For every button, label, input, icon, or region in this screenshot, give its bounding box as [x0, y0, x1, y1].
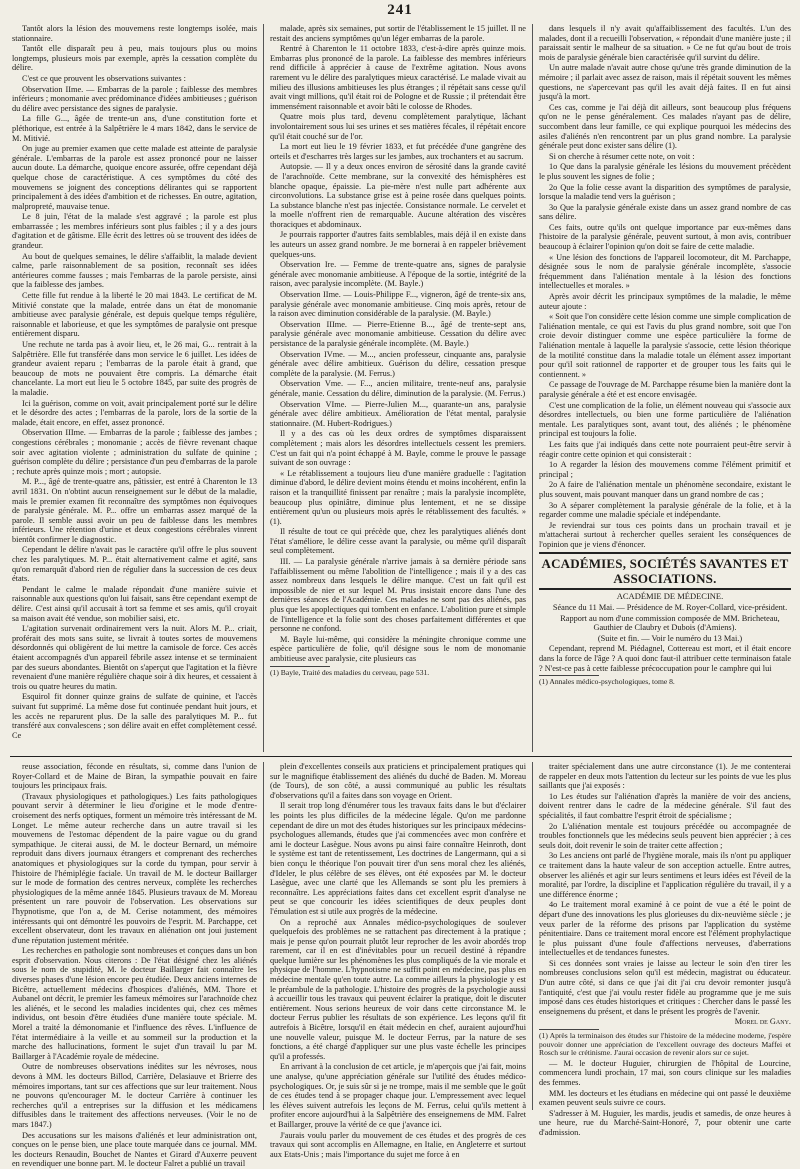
- paragraph: J'aurais voulu parler du mouvement de ces études et des progrès de ces travaux qui sont accomplis en Allemagne, en Italie, en Angleterre et surtout aux Etats-Unis ; mais l'importance du sujet me force à en: [270, 1130, 526, 1159]
- paragraph: Il y a des cas où les deux ordres de symptômes disparaissent complètement ; mais alors les désordres intellectuels cessent les premiers. C'est un fait qui n'a point échappé à M. Bayle, comme le prouve le passage suivant de son ouvrage :: [270, 429, 526, 468]
- paragraph: Un autre malade n'avait autre chose qu'une très grande diminution de la mémoire ; il parlait avec assez de raison, mais il répétait souvent les mêmes questions, ne s'apercevant pas qu'il les avait déjà faites. Il en fut ainsi jusqu'à la mort.: [539, 63, 791, 102]
- footnote-rule: [539, 1029, 599, 1030]
- paragraph: « Une lésion des fonctions de l'appareil locomoteur, dit M. Parchappe, désignée sous le nom de paralysie générale incomplète, s'associe fréquemment dans l'aliénation mentale à la lésion des fonctions intellectuelles et morales. »: [539, 252, 791, 291]
- paragraph: Tantôt elle disparaît peu à peu, mais toujours plus ou moins longtemps, plusieurs mois par exemple, après la cessation complète du délire.: [12, 44, 257, 73]
- column-2: [270, 24, 526, 752]
- paragraph: Ce passage de l'ouvrage de M. Parchappe résume bien la manière dont la paralysie générale a été et est encore envisagée.: [539, 380, 791, 399]
- paragraph: (Travaux physiologiques et pathologiques.) Les faits pathologiques pouvant servir à déterminer le lieu d'origine et le mode d'entre-croisement des nerfs optiques, forment un mémoire très intéressant de M. Longet. Le même auteur recherche dans un autre travail si les mouvemens de l'estomac dépendent de la paire vague ou du grand sympathique. Je citerai aussi, de M. le docteur Bernard, un mémoire reproduit dans divers journaux étrangers et comprenant des recherches anatomiques et physiologiques sur la corde du tympan, pour servir à l'histoire de l'hémiplégie faciale. Un travail de M. le docteur Baillarger sur le mode de formation des centres nerveux, complète les recherches physiologiques de la même année 1845. Plusieurs travaux de M. Moreau présentent un rare pouvoir de l'observation. Les observations sur l'hypnotisme, que l'on a, de M. Cerise notamment, des mémoires intéressants qui ont démontré les pouvoirs de l'esprit. M. Parchappe, cet excellent observateur, dont les travaux en aliénation ont joui justement d'une réputation justement méritée.: [12, 791, 257, 945]
- column-divider: [532, 762, 533, 1110]
- paragraph: M. P..., âgé de trente-quatre ans, pâtissier, est entré à Charenton le 13 avril 1831. On n'obtint aucun renseignement sur le début de la maladie, mais le premier examen fit reconnaître des symptômes non équivoques de paralysie générale. M. P... offre un embarras assez marqué de la parole. Il semble aussi avoir un peu de faiblesse dans les membres inférieurs. Une rétention d'urine et deux congestions cérébrales vinrent bientôt confirmer le diagnostic.: [12, 477, 257, 544]
- page-number: 241: [387, 2, 413, 18]
- paragraph: Si ces données sont vraies je laisse au lecteur le soin d'en tirer les nombreuses conclusions selon qu'il est médecin, magistrat ou éducateur. D'un autre côté, si dans ce que j'ai dit j'ai cru devoir remonter jusqu'à l'antiquité, c'est que j'ai voulu rester fidèle au programme que je me suis imposé dans ces études historiques et critiques : Chercher dans le passé les enseignemens du présent, et dans le présent les progrès de l'avenir.: [539, 958, 791, 1016]
- paragraph: Observation IIIme. — Embarras de la parole ; faiblesse des jambes ; congestions cérébrales ; monomanie ; accès de fièvre revenant chaque soir avec agitation violente ; administration du sulfate de quinine ; guérison complète du délire ; persistance d'un peu d'embarras de la parole ; rechute après quinze mois ; mort ; autopsie.: [12, 428, 257, 476]
- paragraph: traiter spécialement dans une autre circonstance (1). Je me contenterai de rappeler en deux mots l'attention du lecteur sur les points de vue les plus saillants que j'ai exposés :: [539, 762, 791, 791]
- paragraph: Après avoir décrit les principaux symptômes de la maladie, le même auteur ajoute :: [539, 292, 791, 311]
- footnote-rule: [270, 666, 330, 667]
- paragraph: Observation IIIme. — Pierre-Etienne B..., âgé de trente-sept ans, paralysie générale avec monomanie ambitieuse. Cessation du délire avec persistance de la paralysie générale incomplète. (M. Bayle.): [270, 319, 526, 348]
- paragraph: 2o L'aliénation mentale est toujours précédée ou accompagnée de troubles fonctionnels que les médecins seuls peuvent bien apprécier ; à ces seuls doit, doit revenir le soin de traiter cette affection ;: [539, 821, 791, 850]
- page-divider: [10, 756, 792, 757]
- paragraph: III. — La paralysie générale n'arrive jamais à sa dernière période sans l'affaiblissement ou même l'abolition de l'intelligence ; mais il y a des cas assez nombreux dans lesquels le délire manque. C'est un fait qu'il est impossible de nier et sur lequel M. Prus insistait encore dans l'une des dernières séances de l'Académie. Ces malades ne sont pas des aliénés, pas plus que les apoplectiques qui tombent en enfance. L'abolition pure et simple de l'intelligence et la folie sont des choses parfaitement différentes et que personne ne confond.: [270, 557, 526, 634]
- paragraph: Ces cas, comme je l'ai déjà dit ailleurs, sont beaucoup plus fréquens qu'on ne le pense généralement. Ces malades n'ayant pas de délire, succombent dans leur famille, ce qui explique pourquoi les médecins des asiles d'aliénés n'en rencontrent par un plus grand nombre. La paralysie générale peut donc exister sans délire (1).: [539, 102, 791, 151]
- paragraph: M. Bayle lui-même, qui considère la méningite chronique comme une espèce particulière de folie, qu'il désigne sous le nom de monomanie ambitieuse avec paralysie, cite plusieurs cas: [270, 634, 526, 663]
- paragraph: Esquirol fit donner quinze grains de sulfate de quinine, et l'accès suivant fut supprimé. La même dose fut continuée pendant huit jours, et les accès ne reparurent plus. De la salle des paralytiques M. P... fut transféré aux convalescens ; son délire avait en effet complètement cessé. Ce: [12, 692, 257, 740]
- news-item: MM. les docteurs et les étudians en médecine qui ont passé le deuxième examen peuvent seuls suivre ce cours.: [539, 1088, 791, 1108]
- paragraph: Observation IIme. — Embarras de la parole ; faiblesse des membres inférieurs ; monomanie avec prédominance d'idées ambitieuses ; guérison du délire avec persistance des signes de paralysie.: [12, 84, 257, 113]
- paragraph: Autopsie. — Il y a deux onces environ de sérosité dans la grande cavité de l'arachnoïde. Cette membrane, sur la convexité des hémisphères est blanche opaque, épaissie. La pie-mère n'est nulle part adhérente aux circonvolutions. La substance grise est à peine rosée dans quelques points. La substance blanche n'est pas injectée. Consistance normale. Le cervelet et la moelle n'offrent rien de remarquable. Aucune altération des viscères thoraciques et abdominaux.: [270, 162, 526, 229]
- paragraph: Ici la guérison, comme on voit, avait principalement porté sur le délire et le désordre des actes ; l'embarras de la parole, lors de la sortie de la malade, était encore, en effet, assez prononcé.: [12, 398, 257, 427]
- footnote: (1) Bayle, Traité des maladies du cerveau, page 531.: [270, 667, 430, 677]
- paragraph: Il serait trop long d'énumérer tous les travaux faits dans le but d'éclairer les points les plus difficiles de la médecine légale. Qu'on me pardonne cependant de dire un mot des études historiques sur les principaux médecins-psychologues allemands, études que j'ai commencées avec mon confrère et ami le docteur Lasègue. Nous avons pu ainsi faire connaître Heinroth, dont le système est tant de retentissement, Les doctrines de Langermann, qui a si bien conçu le théorique l'on pouvait tirer d'un sens moral chez les aliénés, d'Ideler, le plus célèbre de ses élèves, ont été exposées par M. le docteur Lasègue, avec une clarté que les Allemands se sont plu les premiers à reconnaître. Les appréciations faites dans cet excellent esprit d'analyse ne peut se que concourir les idées scientifiques de deux peuples dont l'émulation est si utile aux progrès de la médecine.: [270, 801, 526, 916]
- paragraph: Observation IVme. — M..., ancien professeur, cinquante ans, paralysie générale avec délire ambitieux. Guérison du délire, cessation presque complète de la paralysie. (M. Ferrus.): [270, 349, 526, 378]
- paragraph: Observation VIme. — Pierre-Julien M..., quarante-un ans, paralysie générale avec délire ambitieux. Amélioration de l'état mental, paralysie stationnaire. (M. Hubert-Rodrigues.): [270, 399, 526, 428]
- paragraph: malade, après six semaines, put sortir de l'établissement le 15 juillet. Il ne restait des anciens symptômes qu'un léger embarras de la parole.: [270, 24, 526, 43]
- column-1: [12, 24, 257, 752]
- column-divider: [532, 24, 533, 752]
- paragraph: Cependant le délire n'avait pas le caractère qu'il offre le plus souvent chez les paralytiques. M. P... était alternativement calme et agité, sans qu'on remarquât d'abord rien de régulier dans la succession de ces deux états.: [12, 545, 257, 584]
- paragraph: Les faits que j'ai indiqués dans cette note pourraient peut-être servir à réagir contre cette opinion et qui consisterait :: [539, 439, 791, 459]
- paragraph: 3o A séparer complètement la paralysie générale de la folie, et à la regarder comme une maladie spéciale et indépendante.: [539, 500, 791, 520]
- author-signature: Morel de Gany.: [734, 1017, 791, 1027]
- paragraph: Pendant le calme le malade répondait d'une manière suivie et raisonnable aux questions qu'on lui faisait, sans être cependant exempt de délire. C'est ainsi qu'il accusait à tort sa femme et ses amis, qu'il croyait sa maison avait été vendue, son mobilier saisi, etc.: [12, 584, 257, 623]
- report-title: Rapport au nom d'une commission composée de MM. Bricheteau, Gauthier de Claubry et Dubois (d'Amiens).: [560, 613, 780, 633]
- section-heading: ACADÉMIES, SOCIÉTÉS SAVANTES ET ASSOCIATIONS.: [539, 552, 791, 590]
- paragraph: 2o A faire de l'aliénation mentale un phénomène secondaire, existant le plus souvent, mais pouvant manquer dans un grand nombre de cas ;: [539, 480, 791, 499]
- paragraph: Cependant, reprend M. Piédagnel, Cottereau est mort, et il était encore dans la force de l'âge ? A quoi donc faut-il attribuer cette terminaison fatale ? N'est-ce pas à cette faiblesse précoccupation pour le camphre qui lui: [539, 644, 791, 673]
- paragraph: Je reviendrai sur tous ces points dans un prochain travail et je m'attacherai surtout à rechercher quelles seraient les conséquences de l'opinion que je viens d'énoncer.: [539, 520, 791, 549]
- paragraph: reuse association, féconde en résultats, si, comme dans l'union de Royer-Collard et de Maine de Biran, la sympathie pouvait en faire toujours les principaux frais.: [12, 762, 257, 791]
- paragraph: « Le rétablissement a toujours lieu d'une manière graduelle : l'agitation diminue d'abord, le délire devient moins étendu et moins incohérent, enfin la raison et la tranquillité finissent par renaître ; mais la paralysie incomplète, beaucoup plus opiniâtre, diminue plus lentement, et ne se dissipe entièrement qu'un ou plusieurs mois après le rétablissement des facultés. » (1).: [270, 468, 526, 526]
- paragraph: 3o Les anciens ont parlé de l'hygiène morale, mais ils n'ont pu appliquer ce traitement dans la haute valeur de son acception actuelle. Entre autres, observer les aliénés et agir sur leurs sentimens et leurs idées est l'éveil de la moralité, par l'ordre, la discipline et l'application régulière du travail, il y a une différence énorme ;: [539, 851, 791, 899]
- paragraph: Il résulte de tout ce qui précède que, chez les paralytiques aliénés dont l'état s'améliore, le délire cesse avant la paralysie, ou même qu'il disparaît seul complètement.: [270, 527, 526, 556]
- column-divider: [263, 762, 264, 1110]
- paragraph: 1o Les études sur l'aliénation d'après la manière de voir des anciens, doivent rentrer dans le cadre de la médecine générale. S'il faut des spécialités, il faut combattre l'esprit étroit de spécialisme ;: [539, 791, 791, 820]
- bottom-column-1: [12, 762, 257, 1169]
- paragraph: Observation IIme. — Louis-Philippe F..., vigneron, âgé de trente-six ans, paralysie générale avec monomanie ambitieuse. Cinq mois après, retour de la raison avec diminution considérable de la paralysie. (M. Bayle.): [270, 290, 526, 319]
- paragraph: On a reproché aux Annales médico-psychologiques de soulever quelquefois des problèmes ne se rattachent pas directement à la pratique ; mais je pense qu'on pourrait plutôt leur reprocher de les avoir abordés trop rarement, car il en est d'inévitables pour un recueil destiné à répandre quelque lumière sur les phénomènes les plus compliqués de la vie morale et physique de l'homme. L'hypnotisme ne suffit point en médecine, pas plus en médecine mentale qu'en toute autre. La comme ailleurs la physiologie y est le préambule de la pathologie. L'histoire des progrès de la psychologie aussi à accueillir tous les travaux qui peuvent éclairer la pratique, doit le discuter entièrement. Nous serions heureux de voir dans cette circonstance M. le docteur Ferrus publier les résultats de son expérience. Les leçons qu'il fit autrefois à Bicêtre, lorsqu'il en était médecin en chef, auraient aujourd'hui une nouvelle valeur, puisque M. le docteur Ferrus, par la nature de ses fonctions, a été chargé d'appliquer sur une plus vaste échelle les principes qu'il a professés.: [270, 917, 526, 1061]
- news-item: S'adresser à M. Huguier, les mardis, jeudis et samedis, de onze heures à une heure, rue du Marché-Saint-Honoré, 7, pour obtenir une carte d'admission.: [539, 1108, 791, 1137]
- session-line: Séance du 11 Mai. — Présidence de M. Royer-Collard, vice-président.: [552, 603, 788, 613]
- footnote: (1) Après la terminaison des études sur l'histoire de la médecine moderne, j'espère pouvoir donner une appréciation de l'excellent ouvrage des docteurs Maffei et Rosch sur le crétinisme. J'aurai occasion de revenir alors sur ce sujet.: [539, 1031, 791, 1058]
- paragraph: La mort eut lieu le 19 février 1833, et fut précédée d'une gangrène des orteils et d'escharres très larges sur les jambes, aux trochanters et au sacrum.: [270, 142, 526, 161]
- paragraph: Des accusations sur les maisons d'aliénés et leur administration ont, conçues on le pense bien, une place toute marquée dans ce journal. MM. les docteurs Renaudin, Bouchet de Nantes et Girard d'Auxerre peuvent en revendiquer une bonne part. M. le docteur Falret a publié un travail: [12, 1130, 257, 1169]
- paragraph: Observation Ire. — Femme de trente-quatre ans, signes de paralysie générale avec monomanie ambitieuse. A l'époque de la sortie, intégrité de la raison, avec paralysie incomplète. (M. Bayle.): [270, 260, 526, 289]
- paragraph: Outre de nombreuses observations inédites sur les névroses, nous devons à MM. les docteurs Billod, Carrière, Delasiauve et Brierre des mémoires importans, tant sur ces affections que sur leur traitement. Nous ne pouvons qu'encourager M. le docteur Carrière à continuer les recherches qu'il a entreprises sur la diffusion et les médicamens diffusibles dans le traitement des affections nerveuses. (Voir le no de mars 1847.): [12, 1062, 257, 1129]
- paragraph: 3o Que la paralysie générale existe dans un assez grand nombre de cas sans délire.: [539, 202, 791, 222]
- paragraph: Ces faits, outre qu'ils ont quelque importance par eux-mêmes dans l'histoire de la paralysie générale, peuvent surtout, à mon avis, contribuer beaucoup à éclairer l'opinion qu'on doit se faire de cette maladie.: [539, 222, 791, 252]
- paragraph: 1o Que dans la paralysie générale les lésions du mouvement précèdent le plus souvent les signes de folie ;: [539, 162, 791, 181]
- section-subheading: ACADÉMIE DE MÉDECINE.: [616, 591, 724, 602]
- column-divider: [263, 24, 264, 752]
- paragraph: Une rechute ne tarda pas à avoir lieu, et, le 26 mai, G... rentrait à la Salpêtrière. Elle fut transférée dans mon service le 6 juillet. Les idées de grandeur avaient reparu ; l'embarras de la parole était à grand, que beaucoup de mots ne pouvaient être compris. La démarche était chancelante. La mort eut lieu le 5 octobre 1845, par suite des progrès de la maladie.: [12, 340, 257, 397]
- bottom-column-3: [539, 762, 791, 1137]
- paragraph: On juge au premier examen que cette malade est atteinte de paralysie générale. L'embarras de la parole est assez prononcé pour ne laisser aucun doute. La démarche, quoique encore assurée, offre cependant déjà quelque chose de caractéristique. A ces symptômes du côté des mouvemens se joignent des conceptions délirantes qui se rapportent principalement à des idées d'ambition et de richesses. En outre, agitation, malpropreté, mauvaise tenue.: [12, 144, 257, 211]
- paragraph: Si on cherche à résumer cette note, on voit :: [549, 151, 695, 161]
- news-item: — M. le docteur Huguier, chirurgien de l'hôpital de Lourcine, commencera lundi prochain, 17 mai, son cours clinique sur les maladies des femmes.: [539, 1058, 791, 1087]
- paragraph: La fille G..., âgée de trente-un ans, d'une constitution forte et pléthorique, est entrée à la Salpêtrière le 4 mars 1842, dans le service de M. Mitivié.: [12, 114, 257, 143]
- column-3: [539, 24, 791, 752]
- paragraph: C'est une complication de la folie, un élément nouveau qui s'associe aux désordres intellectuels, ou bien une forme particulière de l'aliénation mentale. Les paralytiques sont, avant tout, des aliénés ; le phénomène principal est toujours la folie.: [539, 400, 791, 439]
- paragraph: Quatre mois plus tard, devenu complètement paralytique, lâchant involontairement sous lui ses urines et ses matières fécales, il répétait encore qu'il était couché sur de l'or.: [270, 112, 526, 141]
- footnote: (1) Annales médico-psychologiques, tome 8.: [539, 677, 675, 687]
- paragraph: C'est ce que prouvent les observations suivantes :: [22, 73, 186, 83]
- paragraph: 1o A regarder la lésion des mouvemens comme l'élément primitif et principal ;: [539, 460, 791, 479]
- paragraph: dans lesquels il n'y avait qu'affaiblissement des facultés. L'un des malades, dont il a recueilli l'observation, « répondait d'une manière juste ; il paraissait sentir le malheur de sa situation. » Ce ne fut qu'au bout de trois mois de paralysie générale bien caractérisée qu'il survint du délire.: [539, 24, 791, 62]
- paragraph: Rentré à Charenton le 11 octobre 1833, c'est-à-dire après quinze mois. Embarras plus prononcé de la parole. La faiblesse des membres inférieurs rend difficile à apprécier à cause de l'extrême agitation. Nous avons rarement vu le délire des paralytiques mieux caractérisé. Le malade vivait au milieu des illusions ambitieuses les plus étranges ; il répétait sans cesse qu'il avait vingt millions, qu'il était roi de Pologne et de Russie ; il prétendait être immensément raisonnable et avoir bâti le colosse de Rhodes.: [270, 44, 526, 111]
- paragraph: Cette fille fut rendue à la liberté le 20 mai 1843. Le certificat de M. Mitivié constate que la malade, entrée dans un état de monomanie ambitieuse avec paralysie générale, est depuis quelque temps régulière, raisonnable et laborieuse, et que les symptômes de paralysie ont presque entièrement disparu.: [12, 291, 257, 339]
- paragraph: plein d'excellentes conseils aux praticiens et principalement pratiques qui sur le magnifique établissement des aliénés du duché de Baden. M. Moreau (de Tours), de son côté, a aussi communiqué au public les résultats d'observations qu'il a faites dans son voyage en Orient.: [270, 762, 526, 800]
- paragraph: Observation Vme. — F..., ancien militaire, trente-neuf ans, paralysie générale, manie. Cessation du délire, diminution de la paralysie. (M. Ferrus.): [270, 379, 526, 398]
- continued-note: (Suite et fin. — Voir le numéro du 13 Mai.): [597, 633, 743, 643]
- bottom-column-2: [270, 762, 526, 1159]
- paragraph: En arrivant à la conclusion de cet article, je m'aperçois que j'ai fait, moins une analyse, qu'une appréciation générale sur l'utilité des études médico-psychologiques. Or, je suis sûr si je ne trompe, mais il me semble que le goût de ces études tend à se propager chaque jour. L'empressement avec lequel les élèves suivent autrefois les leçons de M. Ferrus, celui qu'ils mettent à profiter encore aujourd'hui à la Salpêtrière des enseignemens de MM. Falret et Baillarger, prouve la vérité de ce que j'avance ici.: [270, 1062, 526, 1129]
- paragraph: Tantôt alors la lésion des mouvemens reste longtemps isolée, mais stationnaire.: [12, 24, 257, 43]
- paragraph: Au bout de quelques semaines, le délire s'affaiblit, la malade devient calme, parle raisonnablement de sa position, reconnaît ses idées antérieures comme fausses ; mais l'embarras de la parole persiste, ainsi que la faiblesse des jambes.: [12, 251, 257, 290]
- footnote-rule: [539, 675, 599, 676]
- paragraph: Le 8 juin, l'état de la malade s'est aggravé ; la parole est plus embarrassée ; les membres inférieurs sont plus faibles ; il y a des jours d'agitation et de gâtisme. Elle écrit des lettres où se trouvent des idées de grandeur.: [12, 212, 257, 251]
- paragraph: Les recherches en pathologie sont nombreuses et conçues dans un bon esprit d'observation. Nous citerons : De l'état désigné chez les aliénés sous le nom de stupidité, M. le docteur Baillarger fait connaître les diverses phases d'une lésion encore peu étudiée. Deux anciens internes de Bicêtre, actuellement médecins d'hospices d'aliénés, MM. Thore et Aubanel ont décrit, le premier les fameux mémoires sur l'arachnoïde chez les aliénés, et le second les maladies incidentes qui, chez ces mêmes individus, ont besoin d'être étudiées d'une manière toute spéciale. M. Morel a traité la démonomanie et l'influence des rêves. L'influence de l'état intermédiaire à la veille et au sommeil sur la production et la marche des hallucinations, forment le sujet d'un travail lu par M. Baillarger à l'Académie royale de médecine.: [12, 946, 257, 1061]
- paragraph: 4o Le traitement moral examiné à ce point de vue a été le point de départ d'une des innovations les plus glorieuses du dix-neuvième siècle ; je veux parler de la réforme des prisons par l'application du système pénitentiaire. Dans ce traitement moral encore est l'élément prophylactique le plus puissant d'une foule d'affections nerveuses, d'aberrations intellectuelles et de tendances funestes.: [539, 900, 791, 958]
- paragraph: Je pourrais rapporter d'autres faits semblables, mais déjà il en existe dans les auteurs un assez grand nombre. Je me bornerai à en rappeler brièvement quelques-uns.: [270, 230, 526, 259]
- paragraph: « Soit que l'on considère cette lésion comme une simple complication de l'aliénation mentale, ce qui est l'avis du plus grand nombre, soit que l'on croie devoir distinguer comme une espèce particulière la forme de l'aliénation mentale à laquelle la paralysie s'associe, cette lésion théorique de la motilité constitue dans la maladie totale un élément assez important pour qu'il soit rationnel de rapporter et de grouper tous les faits qui le contiennent. »: [539, 312, 791, 379]
- paragraph: 2o Que la folie cesse avant la disparition des symptômes de paralysie, lorsque la maladie tend vers la guérison ;: [539, 182, 791, 202]
- paragraph: L'agitation survenait ordinairement vers la nuit. Alors M. P... criait, proférait des mots sans suite, se livrait à toutes sortes de mouvemens désordonnés qui obligèrent de lui mettre la camisole de force. Ces accès étaient accompagnés d'un appareil fébrile assez intense et se terminaient par des sueurs abondantes. Bientôt on s'aperçut que l'agitation et la fièvre revenaient d'une manière régulière chaque soir à dix heures, et cessaient à trois ou quatre heures du matin.: [12, 624, 257, 691]
